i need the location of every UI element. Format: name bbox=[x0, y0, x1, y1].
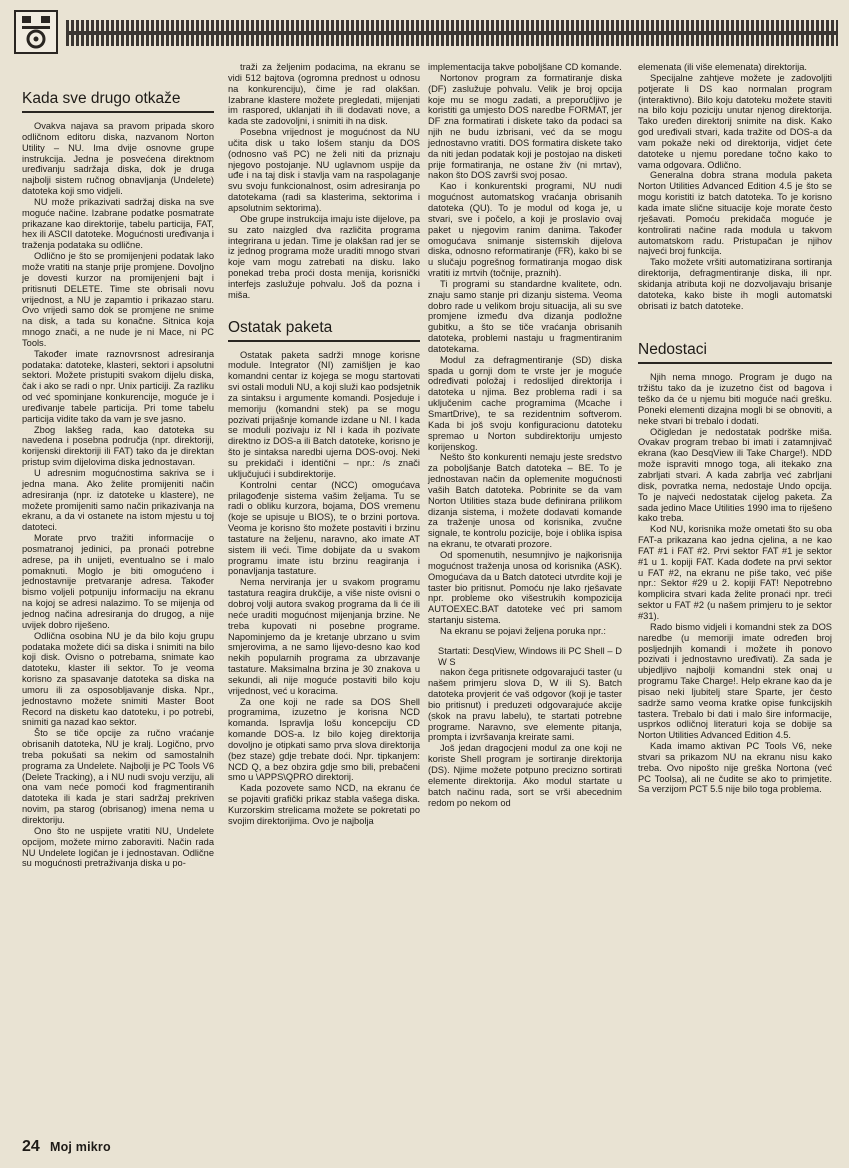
paragraph: Još jedan dragocjeni modul za one koji ne koriste Shell program je sortiranje direktorija (DS). Njime možete potpuno precizno sortirati elemente direktorija. Ako modul startate u batch načinu rada, sort se vrši abecednim redom po nekom od bbox=[428, 743, 622, 808]
paragraph: Što se tiče opcije za ručno vraćanje obrisanih datoteka, NU je kralj. Logično, prvo treba pokušati sa nekim od samostalnih programa za Undelete. Najbolji je PC Tools V6 (Delete Tracking), a i NU nudi svoju verziju, ali ona vam neće pomoći kod fragmentiranih datoteka ili kada je stari sadržaj prekriven novim, pa starog (obrisanog) imena nema u direktoriju. bbox=[22, 728, 214, 825]
column-3 bbox=[428, 62, 622, 808]
paragraph: Generalna dobra strana modula paketa Norton Utilities Advanced Edition 4.5 je što se mogu koristiti iz batch datoteka. To je korisno kada imate slične situacije koje morate često rješavati. Pomoću prekidača moguće je kontrolirati načine rada modula u takvom automatskom radu. Pristupačan je njihov najveći broj funkcija. bbox=[638, 170, 832, 257]
magazine-name: Moj mikro bbox=[49, 1140, 111, 1154]
paragraph: traži za željenim podacima, na ekranu se vidi 512 bajtova (ogromna prednost u odnosu na konkurenciju), čime je rad olakšan. Izabrane klastere možete pregledati, mijenjati im raspored, uklanjati ih ili dodavati nove, a kada ste zadovoljni, i snimiti ih na disk. bbox=[228, 62, 420, 127]
column-2 bbox=[228, 62, 420, 827]
paragraph: implementacija takve poboljšane CD komande. bbox=[428, 62, 622, 72]
paragraph: Kod NU, korisnika može ometati što su oba FAT-a prikazana kao jedna cjelina, a ne kao FAT #1 i FAT #2. Prvi sektor FAT #1 je sektor #1 u 1. kopiji FAT. Kada dođete na prvi sektor u FAT #2, na ekranu ne piše tako, već piše npr.: Sektor #29 u 2. kopiji FAT! Nepotrebno komplicira stvari kada želite pronaći npr. treći sektor u FAT #2 (u našem primjeru to je sektor #31). bbox=[638, 524, 832, 621]
section-heading-nedostaci: Nedostaci bbox=[638, 341, 832, 364]
paragraph: Kada imamo aktivan PC Tools V6, neke stvari sa prikazom NU na ekranu nisu kako treba. Ovo nipošto nije greška Nortona (već PC Toolsa), ali ne čudite se ako to primjetite. Sa verzijom PCT 5.5 nije bilo toga problema. bbox=[638, 741, 832, 795]
paragraph: Tako možete vršiti automatizirana sortiranja direktorija, defragmentiranje diska, ili npr. skidanja atributa koji ne dozvoljavaju brisanje datoteka, kako biste ih mogli automatski obrisati iz batch datoteke. bbox=[638, 257, 832, 311]
column-4 bbox=[638, 62, 832, 795]
paragraph: Kontrolni centar (NCC) omogućava prilagođenje sistema vašim željama. Tu se radi o obliku kurzora, bojama, DOS vremenu (koje se upisuje u BIOS), te o brzini portova. Veoma je korisno što možete postaviti i brzinu tastature na željenu, naravno, ako imate AT sistem ili veći. Time dobijate da u svakom programu imate istu brzinu reagiranja i ponavljanja tastature. bbox=[228, 479, 420, 577]
paragraph: Zbog lakšeg rada, kao datoteka su navedena i posebna područja (npr. direktoriji, korijenski direktoriji ili FAT) tako da je direktan pristup svim dijelovima diska jednostavan. bbox=[22, 424, 214, 468]
paragraph: Također imate raznovrsnost adresiranja podataka: datoteke, klasteri, sektori i apsolutni sektori. Možete pristupiti svakom dijelu diska, čak i ako se radi o npr. Unix particiji. Za razliku od već spominjane konkurencije, moguće je i uređivanje tabele particija. Pri tome tabelu particija vidite tako da vam je sve jasno. bbox=[22, 348, 214, 424]
paragraph: Obe grupe instrukcija imaju iste dijelove, pa su zato naizgled dva različita programa integrirana u jedan. Time je olakšan rad jer se iz jednog programa može uraditi mnogo stvari koje vam mogu zatrebati na disku. Iako ponekad treba proći dosta menija, korisnički interfejs zaslužuje pohvalu. Još da pozna i miša. bbox=[228, 213, 420, 300]
paragraph: Ovakva najava sa pravom pripada skoro odličnom editoru diska, nazvanom Norton Utility – NU. Ima dvije osnovne grupe instrukcija. Jedna je posvećena direktnom uređivanju sadržaja diska, dok je druga najbolji sistem ručnog obnavljanja (Undelete) datoteka koji smo vidjeli. bbox=[22, 121, 214, 197]
paragraph: Modul za defragmentiranje (SD) diska spada u gornji dom te vrste jer je moguće određivati položaj i redoslijed direktorija i datoteka u njima. Bez problema radi i sa uključenim cache programima (Mcache i SmartDrive), te sa rezidentnim softverom. Kada bi još svoju konfiguracionu datoteku spremao u Norton subdirektoriju umjesto korijenskog. bbox=[428, 354, 622, 452]
page-footer bbox=[22, 1138, 111, 1160]
example-prompt: Startati: DesqView, Windows ili PC Shell – D W S bbox=[438, 645, 622, 667]
header-stripes bbox=[66, 20, 838, 46]
paragraph: elemenata (ili više elemenata) direktorija. bbox=[638, 62, 807, 72]
paragraph: Na ekranu se pojavi željena poruka npr.: bbox=[440, 625, 606, 636]
paragraph: Nema nerviranja jer u svakom programu tastatura reagira drukčije, a više niste ovisni o dobroj volji autora svakog programa da li će ili neće uraditi mogućnost mijenjanja brzine. Ne treba kupovati ni posebne programe. Napominjemo da je kretanje ubrzano u svim smjerovima, a ne samo lijevo-desno kao kod nekih popularnih programa za ubrzavanje tastature. Maksimalna brzina je 30 znakova u sekundi, ali nije moguće postaviti bilo koju vrijednost, već u koracima. bbox=[228, 577, 420, 696]
paragraph: Nortonov program za formatiranje diska (DF) zaslužuje pohvalu. Velik je broj opcija koje mu se mogu zadati, a preporučljivo je koristiti ga umjesto DOS naredbe FORMAT, jer DF zna formatirati i diskete tako da podaci sa njih ne budu izbrisani, već da se mogu jednostavno vratiti. DOS formatira diskete tako da niti jedan podatak koji je postojao na disketi prije formatiranja, ne ostane živ (ni mrtav), nakon što DOS završi svoj posao. bbox=[428, 72, 622, 181]
paragraph: Ostatak paketa sadrži mnoge korisne module. Integrator (NI) zamišljen je kao komandni centar iz kojega se mogu startovati svi ostali moduli NU, a koji služi kao podsjetnik za sintaksu i argumente komandi. Posjeduje i memoriju (komandni stek) pa se mogu pozivati prijašnje komande izdane u NI. I kada se moduli pozivaju iz NI i kada ih pozivate direktno iz DOS-a ili Batch datoteke, korisno je što je sintaksa naredbi ujerna DOS-ovoj. Neki su prekidači i identični – npr.: /s znači uključujući i subdirektorije. bbox=[228, 349, 420, 479]
paragraph: NU može prikazivati sadržaj diska na sve moguće načine. Izabrane podatke posmatrate prikazane kao direktorije, tabelu particija, FAT, hex ili ASCII datoteke. Mogućnosti uređivanja i traženja podataka su odlične. bbox=[22, 196, 214, 251]
paragraph: Njih nema mnogo. Program je dugo na tržištu tako da je izuzetno čist od bagova i teško da će u njemu biti moguće naći grešku. Poneki elementi dizajna mogli bi se obnoviti, a neke stvari bi trebalo i dodati. bbox=[638, 372, 832, 426]
paragraph: Posebna vrijednost je mogućnost da NU učita disk u tako lošem stanju da DOS (odnosno vaš PC) ne želi niti da priznaju njegovo postojanje. NU uglavnom uspije da uđe i na taj disk i stavlja vam na raspolaganje svu svoju funkcionalnost, osim adresiranja po datotekama (radi sa klasterima, sektorima i apsolutnim sektorima). bbox=[228, 127, 420, 213]
paragraph: Ti programi su standardne kvalitete, odn. znaju samo stanje pri dizanju sistema. Veoma dobro rade u velikom broju situacija, ali su sve promjene između dva dizanja podložne gubitku, a što se tiče vraćanja obrisanih datoteka, problemi nastaju u fragmentiranim datotekama. bbox=[428, 278, 622, 354]
paragraph: Odlična osobina NU je da bilo koju grupu podataka možete dići sa diska i snimiti na bilo koji disk. Ovisno o potrebama, snimate kao datoteku, klaster ili sektor. To je veoma korisno za spasavanje datoteka sa diska na umoru ili za osposobljavanje diska. Npr., jednostavno možete snimiti Master Boot Record na disketu kao datoteku, i po potrebi, snimiti ga nazad kao sektor. bbox=[22, 630, 214, 728]
paragraph: Od spomenutih, nesumnjivo je najkorisnija mogućnost traženja unosa od korisnika (ASK). Omogućava da u Batch datoteci utvrdite koji je taster bio pritisnut. Pomoću nje lako rješavate npr. probleme oko višestrukih kompozicija AUTOEXEC.BAT datoteke već pri samom startanju sistema. bbox=[428, 549, 622, 626]
paragraph: Ono što ne uspijete vratiti NU, Undelete opcijom, možete mirno zaboraviti. Način rada NU Undelete logičan je i jednostavan. Odlične su mogućnosti pretraživanja diska u po- bbox=[22, 825, 214, 869]
page-number: 24 bbox=[22, 1138, 40, 1155]
paragraph: Za one koji ne rade sa DOS Shell programima, izuzetno je korisna NCD komanda. Ispravlja lošu koncepciju CD komande DOS-a. Iz bilo kojeg direktorija dovoljno je otipkati samo prva slova direktorija (bez staze) gdje trebate doći. Npr. tipkanjem: NCD Q, a bez obzira gdje smo bili, prebačeni smo u \APPS\QPRO direktorij. bbox=[228, 696, 420, 783]
disk-logo-icon bbox=[14, 10, 58, 54]
paragraph: Kada pozovete samo NCD, na ekranu će se pojaviti grafički prikaz stabla vašega diska. Kurzorskim strelicama možete se pokretati po svojim direktorijima. Ovo je najbolja bbox=[228, 783, 420, 826]
paragraph: Specijalne zahtjeve možete je zadovoljiti potjerate li DS kao normalan program (interaktivno). Bilo koju datoteku možete staviti na bilo koju poziciju unutar njenog direktorija. Tako uređen direktorij snimite na disk. Kako god uređivali stvari, kada tražite od DOS-a da vam pokaže neki od direktorija, vidjet ćete datoteke u njemu poredane točno kako to vama odgovara. Odlično. bbox=[638, 72, 832, 170]
page-header bbox=[14, 8, 844, 60]
paragraph: Odlično je što se promijenjeni podatak lako može vratiti na stanje prije promjene. Dovoljno je dovesti kurzor na promijenjeni bajt i pritisnuti DELETE. Time ste obrisali novu vrijednost, a NU je zapamtio i prikazao staru. Ovo vrijedi samo dok se promjene ne snime na disk, a tada su konačne. Sitnica koja mnogo znači, a ne nude je ni Mace, ni PC Tools. bbox=[22, 251, 214, 348]
section-heading-ostatak-paketa: Ostatak paketa bbox=[228, 319, 420, 342]
paragraph: Nešto što konkurenti nemaju jeste sredstvo za poboljšanje Batch datoteka – BE. To je jednostavan način da oplemenite mogućnosti vaših Batch datoteka. Pobrinite se da vam Norton Utilities staza bude definirana prilikom dizanja sistema, i možete dodavati komande za traženje unosa od korisnika, zvučne signale, te kontrolu pozicije, boje i oblika ispisa na ekranu, te otvarati prozore. bbox=[428, 452, 622, 550]
paragraph: U adresnim mogućnostima sakriva se i jedna mana. Ako želite promijeniti način adresiranja (npr. iz datoteke u klastere), ne možete promijeniti samo način prikazivanja na ekranu, a da vi ostanete na istom mjestu u toj datoteci. bbox=[22, 468, 214, 533]
paragraph: Kao i konkurentski programi, NU nudi mogućnost automatskog vraćanja obrisanih datoteka (QU). To je modul od koga je, u stvari, sve i počelo, a koji je proslavio ovaj paket u njegovim ranim danima. Također omogućava snimanje sistemskih dijelova diska, odnosno reformatiranje (FR), kako bi se u slučaju pogrešnog formatiranja mogao disk vratiti iz mrtvih (točnije, praznih). bbox=[428, 181, 622, 279]
section-heading-kada-sve-drugo-otkaze: Kada sve drugo otkaže bbox=[22, 90, 214, 113]
paragraph: Rado bismo vidjeli i komandni stek za DOS naredbe (u memoriji imate određen broj posljednjih komandi i možete ih ponovo pozivati i jednostavno uređivati). Za sada je ubjedljivo najbolji komandni stek onaj u programu Take Charge!. Help ekrane kao da je pisao neki ljubitelj stare Sparte, jer često sadrže samo veoma kratke opise funkcijskih tastera. Trebalo bi dati i malo šire informacije, usprkos odličnoj literaturi koja se dobije sa Norton Utilities Advanced Edition 4.5. bbox=[638, 621, 832, 741]
paragraph: Morate prvo tražiti informacije o posmatranoj jedinici, pa pronaći potrebne adrese, pa ih unijeti, eventualno se i malo pomaknuti. Moglo je biti omogućeno i jednostavnije pretvaranje adresa. Također bismo voljeli potpuniju informaciju na ekranu na kojoj se adresi nalazimo. To se mijenja od jednog načina adresiranja do drugog, a nije uvijek dobro riješeno. bbox=[22, 533, 214, 630]
paragraph: Očigledan je nedostatak podrške miša. Ovakav program trebao bi imati i zatamnjivač ekrana (kao DesqView ili Take Charge!). NDD može ispraviti mnogo toga, ali itekako zna zabrljati stvari. A kada zabrlja već zabrljani disk, povratka nema, nedostaje Undo opcija. To je najveći nedostatak cijelog paketa. Za sada jedino Mace Utilities 1990 ima to riješeno kako treba. bbox=[638, 426, 832, 524]
column-1 bbox=[22, 90, 214, 869]
paragraph: nakon čega pritisnete odgovarajući taster (u našem primjeru slova D, W ili S). Batch datoteka provjerit će vaš odgovor (koji je taster bio pritisnut) i preduzeti odgovarajuće akcije (skok na pravu labelu), te startati potrebne programe. Naravno, sve elemente pitanja, prompta i izvršavanja kreirate sami. bbox=[428, 667, 622, 743]
